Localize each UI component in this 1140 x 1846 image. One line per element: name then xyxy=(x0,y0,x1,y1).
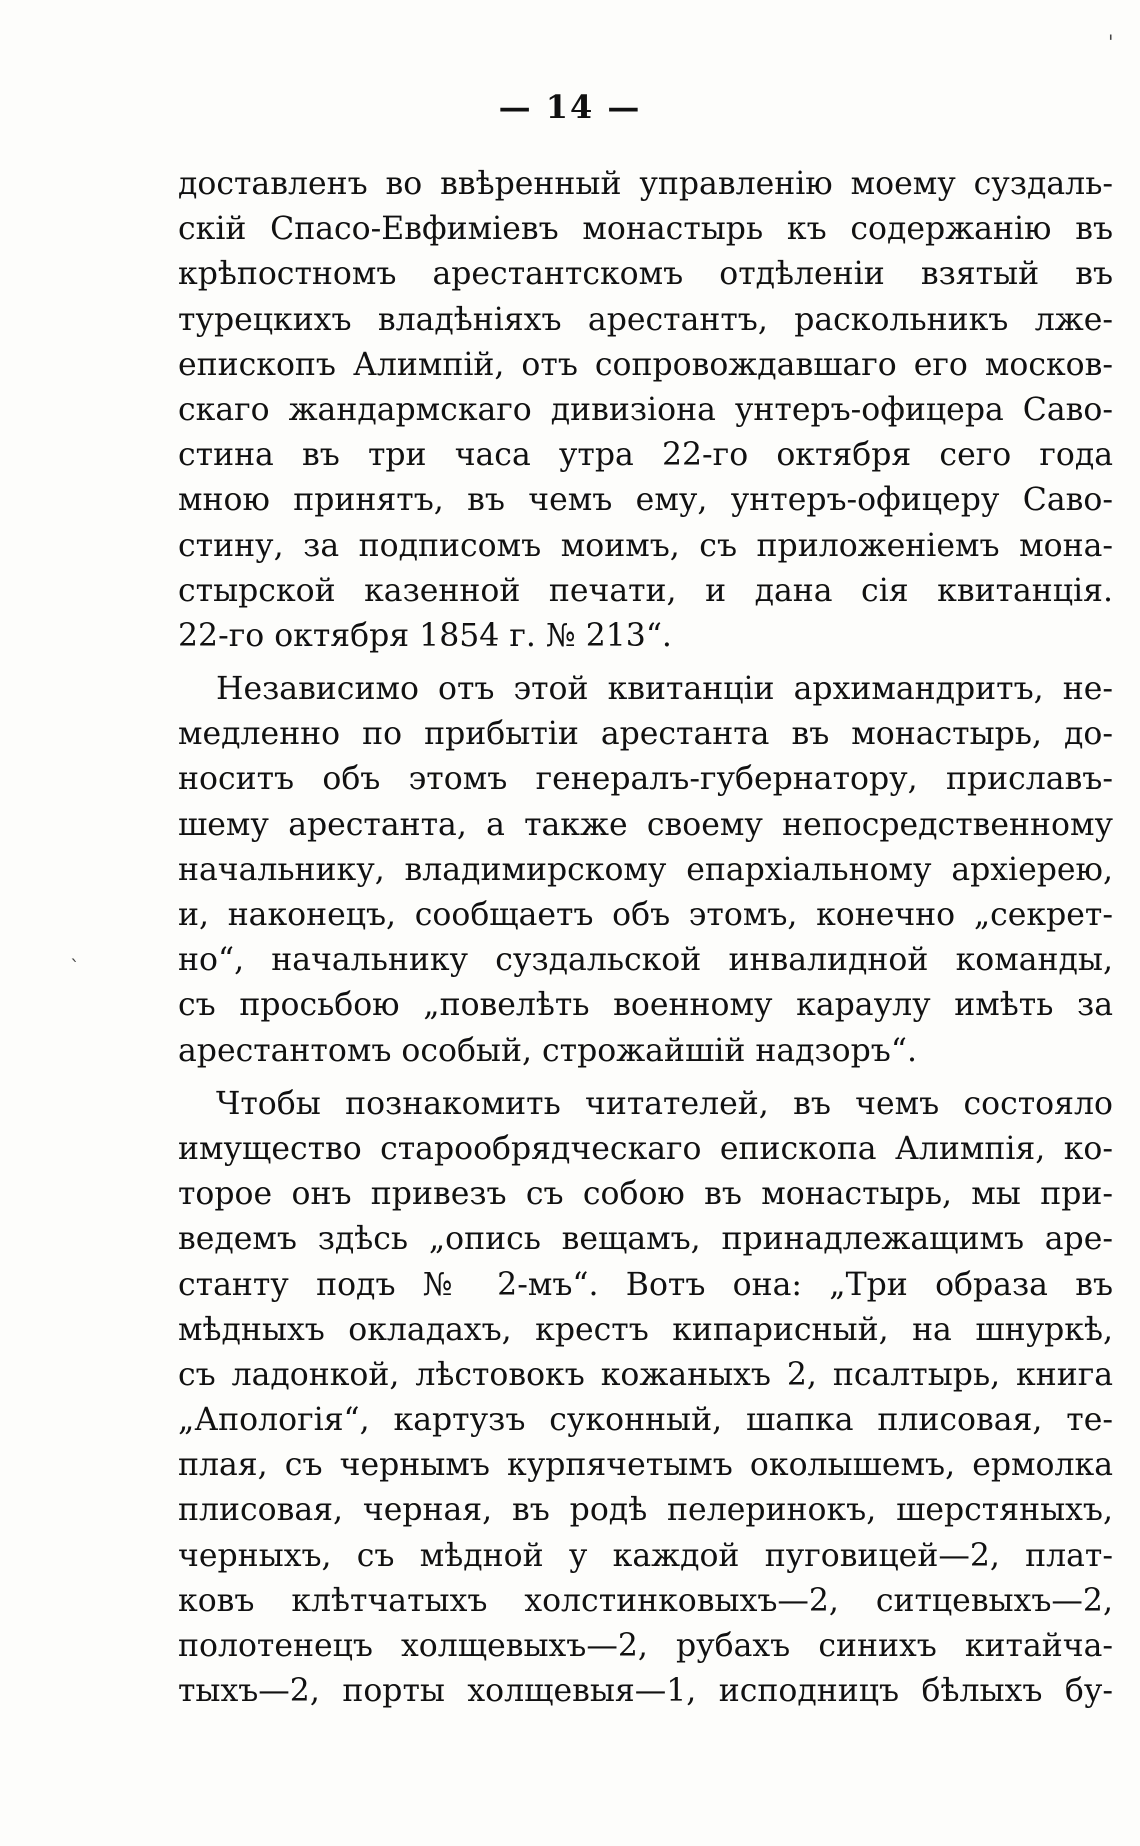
text-line: черныхъ, съ мѣдной у каждой пуговицей—2, плат- xyxy=(178,1537,1113,1574)
text-line: турецкихъ владѣніяхъ арестантъ, раскольникъ лже- xyxy=(178,301,1113,338)
paragraph xyxy=(178,667,1113,1074)
text-line: но“, начальнику суздальской инвалидной команды, xyxy=(178,942,1113,979)
text-line: полотенецъ холщевыхъ—2, рубахъ синихъ китайча- xyxy=(178,1628,1113,1664)
text-line: и, наконецъ, сообщаетъ объ этомъ, конечно „секрет- xyxy=(178,897,1113,933)
text-line: имущество старообрядческаго епископа Алимпія, ко- xyxy=(178,1130,1113,1167)
scan-speck: ` xyxy=(70,955,80,979)
text-line: стину, за подписомъ моимъ, съ приложеніемъ мона- xyxy=(178,527,1113,564)
text-line: Чтобы познакомить читателей, въ чемъ состояло xyxy=(216,1085,1113,1122)
body-text xyxy=(178,162,1113,1714)
page-number: — 14 — xyxy=(498,88,642,126)
text-line: скій Спасо-Евфиміевъ монастырь къ содержанію въ xyxy=(178,211,1113,248)
text-line: съ ладонкой, лѣстовокъ кожаныхъ 2, псалтырь, книга xyxy=(178,1356,1113,1393)
text-line: ведемъ здѣсь „опись вещамъ, принадлежащимъ аре- xyxy=(178,1221,1113,1258)
text-line: съ просьбою „повелѣть военному караулу имѣть за xyxy=(178,987,1113,1024)
text-line: плисовая, черная, въ родѣ пелеринокъ, шерстяныхъ, xyxy=(178,1492,1113,1529)
text-line: ковъ клѣтчатыхъ холстинковыхъ—2, ситцевыхъ—2, xyxy=(178,1582,1113,1619)
text-line: стина въ три часа утра 22-го октября сего года xyxy=(178,437,1113,474)
text-line: носитъ объ этомъ генералъ-губернатору, приславъ- xyxy=(178,761,1113,798)
text-line: Независимо отъ этой квитанціи архимандритъ, не- xyxy=(216,671,1113,708)
text-line: епископъ Алимпій, отъ сопровождавшаго его москов- xyxy=(178,346,1113,383)
text-line: доставленъ во ввѣренный управленію моему суздаль- xyxy=(178,166,1113,202)
text-line: стырской казенной печати, и дана сія квитанція. xyxy=(178,572,1113,609)
text-line: станту подъ № 2-мъ“. Вотъ она: „Три образа въ xyxy=(178,1266,1113,1303)
text-line: шему арестанта, а также своему непосредственному xyxy=(178,806,1113,843)
text-line: начальнику, владимирскому епархіальному архіерею, xyxy=(178,851,1113,888)
text-line: тыхъ—2, порты холщевыя—1, исподницъ бѣлыхъ бу- xyxy=(178,1673,1113,1710)
text-line: медленно по прибытіи арестанта въ монастырь, до- xyxy=(178,716,1113,753)
paragraph-gap xyxy=(178,659,1113,667)
text-line: мѣдныхъ окладахъ, крестъ кипарисный, на шнуркѣ, xyxy=(178,1311,1113,1348)
paragraph xyxy=(178,1082,1113,1715)
text-line: „Апологія“, картузъ суконный, шапка плисовая, те- xyxy=(178,1402,1113,1439)
text-line: 22-го октября 1854 г. № 213“. xyxy=(178,617,672,654)
paragraph-gap xyxy=(178,1074,1113,1082)
text-line: мною принятъ, въ чемъ ему, унтеръ-офицеру Саво- xyxy=(178,482,1113,519)
text-line: арестантомъ особый, строжайшій надзоръ“. xyxy=(178,1032,917,1069)
text-line: крѣпостномъ арестантскомъ отдѣленіи взятый въ xyxy=(178,256,1113,293)
scan-speck: ' xyxy=(1108,30,1114,54)
text-line: торое онъ привезъ съ собою въ монастырь, мы при- xyxy=(178,1176,1113,1213)
text-line: скаго жандармскаго дивизіона унтеръ-офицера Саво- xyxy=(178,391,1113,428)
text-line: плая, съ чернымъ курпячетымъ околышемъ, ермолка xyxy=(178,1447,1113,1484)
paragraph xyxy=(178,162,1113,659)
